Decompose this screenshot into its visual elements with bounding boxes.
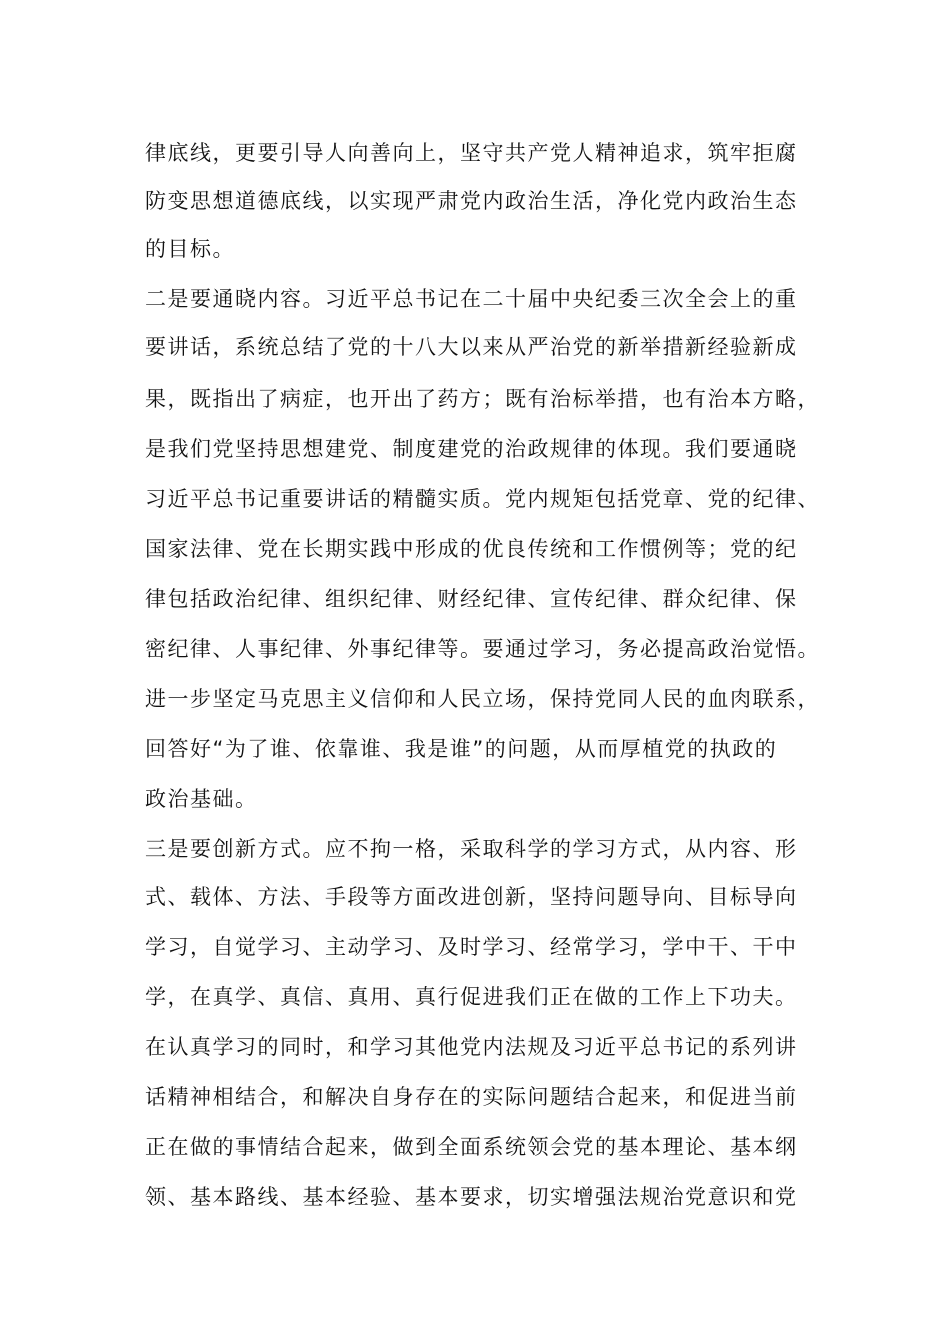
text-line: 在认真学习的同时，和学习其他党内法规及习近平总书记的系列讲	[145, 1035, 798, 1059]
text-line: 律包括政治纪律、组织纪律、财经纪律、宣传纪律、群众纪律、保	[145, 587, 798, 611]
text-line: 学习，自觉学习、主动学习、及时学习、经常学习，学中干、干中	[145, 935, 798, 959]
text-line: 密纪律、人事纪律、外事纪律等。要通过学习，务必提高政治觉悟。	[145, 637, 820, 661]
text-line: 回答好“为了谁、依靠谁、我是谁”的问题，从而厚植党的执政的	[145, 737, 778, 761]
text-line: 防变思想道德底线，以实现严肃党内政治生活，净化党内政治生态	[145, 189, 798, 213]
text-line: 律底线，更要引导人向善向上，坚守共产党人精神追求，筑牢拒腐	[145, 141, 798, 165]
text-line: 习近平总书记重要讲话的精髓实质。党内规矩包括党章、党的纪律、	[145, 487, 820, 511]
text-line: 果，既指出了病症，也开出了药方；既有治标举措，也有治本方略，	[145, 387, 820, 411]
text-line: 三是要创新方式。应不拘一格，采取科学的学习方式，从内容、形	[145, 837, 798, 861]
text-line: 话精神相结合，和解决自身存在的实际问题结合起来，和促进当前	[145, 1085, 798, 1109]
text-line: 式、载体、方法、手段等方面改进创新，坚持问题导向、目标导向	[145, 885, 798, 909]
text-line: 国家法律、党在长期实践中形成的优良传统和工作惯例等；党的纪	[145, 537, 798, 561]
text-line: 要讲话，系统总结了党的十八大以来从严治党的新举措新经验新成	[145, 335, 798, 359]
text-line: 二是要通晓内容。习近平总书记在二十届中央纪委三次全会上的重	[145, 287, 798, 311]
text-line: 是我们党坚持思想建党、制度建党的治政规律的体现。我们要通晓	[145, 437, 798, 461]
text-line: 正在做的事情结合起来，做到全面系统领会党的基本理论、基本纲	[145, 1135, 798, 1159]
text-line: 学，在真学、真信、真用、真行促进我们正在做的工作上下功夫。	[145, 985, 798, 1009]
text-line: 的目标。	[145, 237, 235, 261]
text-line: 进一步坚定马克思主义信仰和人民立场，保持党同人民的血肉联系，	[145, 687, 820, 711]
text-line: 领、基本路线、基本经验、基本要求，切实增强法规治党意识和党	[145, 1185, 798, 1209]
text-line: 政治基础。	[145, 787, 258, 811]
